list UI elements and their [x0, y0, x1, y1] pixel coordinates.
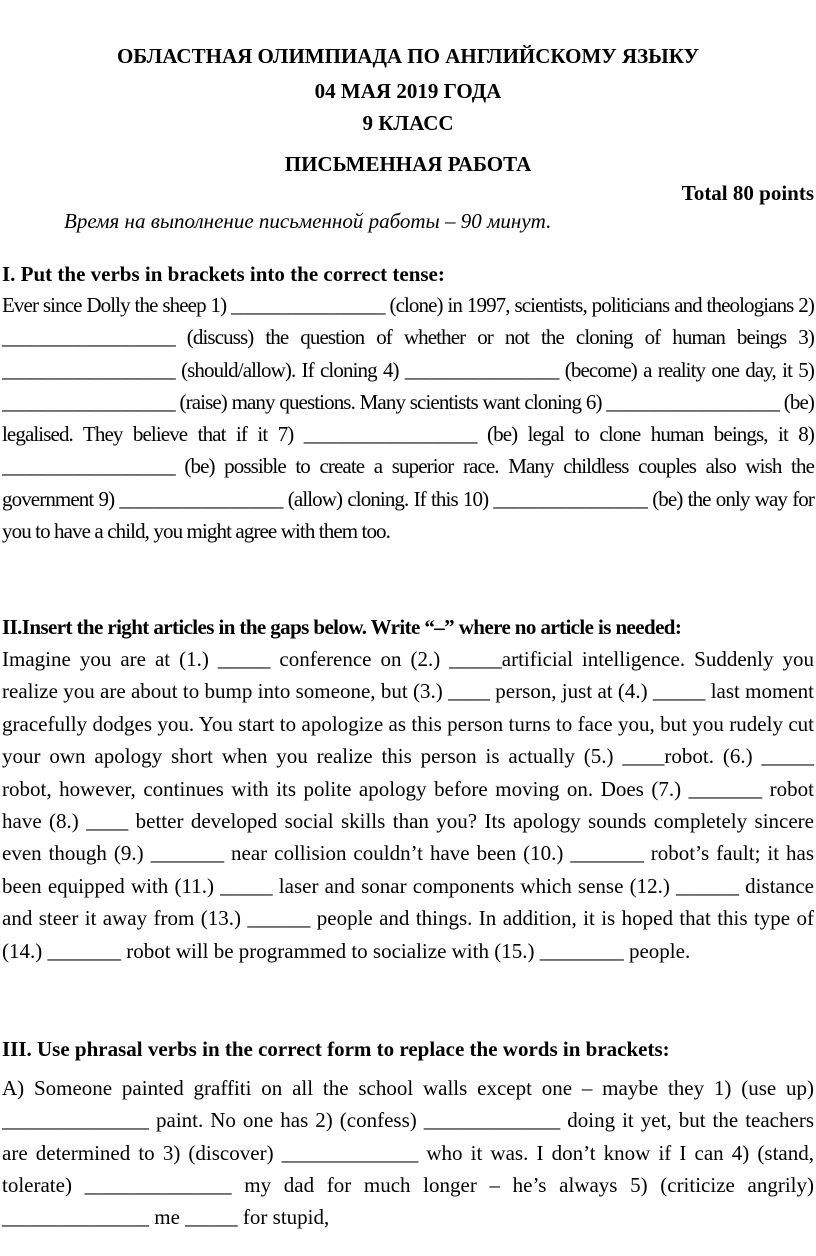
work-title: ПИСЬМЕННАЯ РАБОТА	[284, 152, 532, 176]
grade-label: 9 КЛАСС	[362, 111, 454, 135]
section-1-heading: I. Put the verbs in brackets into the correct tense:	[2, 262, 445, 286]
section-2-text: Imagine you are at (1.) _____ conference on (2.) _____artificial intelligence. Suddenly you realize you are about to bump into someone, but (3.) ____ person, just at (4.) _____ last moment gracefully dodges you. You start to apologize as this person turns to face you, but you rudely cut your own apology short when you realize this person is actually (5.) ____robot. (6.) _____ robot, however, continues with its polite apology before moving on. Does (7.) _______ robot have (8.) ____ better developed social skills than you? Its apology sounds completely sincere even though (9.) _______ near collision couldn’t have been (10.) _______ robot’s fault; it has been equipped with (11.) _____ laser and sonar components which sense (12.) ______ distance and steer it away from (13.) ______ people and things. In addition, it is hoped that this type of (14.) _______ robot will be programmed to socialize with (15.) ________ people.	[2, 647, 814, 963]
olympiad-date: 04 МАЯ 2019 ГОДА	[314, 79, 502, 103]
section-3-heading: III. Use phrasal verbs in the correct form to replace the words in brackets:	[2, 1037, 670, 1061]
time-limit: Время на выполнение письменной работы – 90 минут.	[64, 209, 552, 233]
total-points: Total 80 points	[681, 181, 814, 205]
olympiad-title: ОБЛАСТНАЯ ОЛИМПИАДА ПО АНГЛИЙСКОМУ ЯЗЫКУ	[116, 44, 700, 68]
section-2-heading: II.Insert the right articles in the gaps below. Write “–” where no article is needed:	[2, 615, 682, 639]
section-1-text: Ever since Dolly the sheep 1) ________________ (clone) in 1997, scientists, politicians and theologians 2) __________________ (discuss) the question of whether or not the cloning of human beings 3) __________________ (should/allow). If cloning 4) ________________ (become) a reality one day, it 5) __________________ (raise) many questions. Many scientists want cloning 6) __________________ (be) legalised. They believe that if it 7) __________________ (be) legal to clone human beings, it 8) __________________ (be) possible to create a superior race. Many childless couples also wish the government 9) _________________ (allow) cloning. If this 10) ________________ (be) the only way for you to have a child, you might agree with them too.	[2, 293, 814, 544]
section-3-text: A) Someone painted graffiti on all the school walls except one – maybe they 1) (use up) ______________ paint. No one has 2) (confess) _____________ doing it yet, but the teachers are determined to 3) (discover) _____________ who it was. I don’t know if I can 4) (stand, tolerate) ______________ my dad for much longer – he’s always 5) (criticize angrily) ______________ me _____ for stupid,	[2, 1076, 814, 1230]
